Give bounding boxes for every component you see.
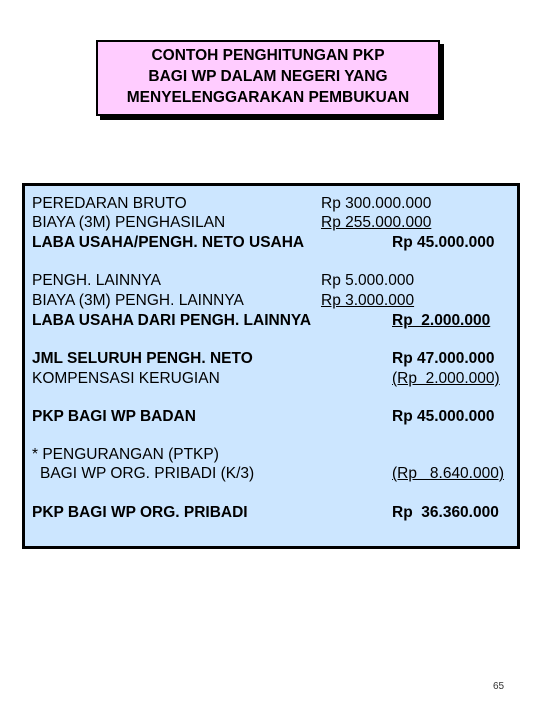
ptkp-label-line-2: BAGI WP ORG. PRIBADI (K/3) bbox=[40, 465, 255, 482]
laba-lainnya-value: Rp 2.000.000 bbox=[392, 312, 491, 329]
biaya-penghasilan-value: Rp 255.000.000 bbox=[321, 214, 432, 231]
jml-seluruh-label: JML SELURUH PENGH. NETO bbox=[32, 350, 253, 367]
pengh-lainnya-label: PENGH. LAINNYA bbox=[32, 272, 161, 289]
laba-lainnya-label: LABA USAHA DARI PENGH. LAINNYA bbox=[32, 312, 312, 329]
biaya-lainnya-label: BIAYA (3M) PENGH. LAINNYA bbox=[32, 292, 244, 309]
ptkp-value: (Rp 8.640.000) bbox=[392, 465, 505, 482]
title-box bbox=[96, 40, 440, 116]
pkp-pribadi-value: Rp 36.360.000 bbox=[392, 504, 499, 521]
title-line-1: CONTOH PENGHITUNGAN PKP bbox=[151, 47, 385, 64]
pkp-badan-label: PKP BAGI WP BADAN bbox=[32, 408, 196, 425]
kompensasi-label: KOMPENSASI KERUGIAN bbox=[32, 370, 220, 387]
peredaran-bruto-value: Rp 300.000.000 bbox=[321, 195, 432, 212]
kompensasi-value: (Rp 2.000.000) bbox=[392, 370, 500, 387]
ptkp-label-line-1: * PENGURANGAN (PTKP) bbox=[32, 446, 219, 463]
laba-usaha-label: LABA USAHA/PENGH. NETO USAHA bbox=[32, 234, 305, 251]
title-line-3: MENYELENGGARAKAN PEMBUKUAN bbox=[126, 89, 410, 106]
pkp-pribadi-label: PKP BAGI WP ORG. PRIBADI bbox=[32, 504, 248, 521]
calculation-box bbox=[22, 183, 520, 549]
title-line-2: BAGI WP DALAM NEGERI YANG bbox=[148, 68, 388, 85]
biaya-penghasilan-label: BIAYA (3M) PENGHASILAN bbox=[32, 214, 226, 231]
laba-usaha-value: Rp 45.000.000 bbox=[392, 234, 495, 251]
pkp-badan-value: Rp 45.000.000 bbox=[392, 408, 495, 425]
jml-seluruh-value: Rp 47.000.000 bbox=[392, 350, 495, 367]
peredaran-bruto-label: PEREDARAN BRUTO bbox=[32, 195, 187, 212]
biaya-lainnya-value: Rp 3.000.000 bbox=[321, 292, 415, 309]
pengh-lainnya-value: Rp 5.000.000 bbox=[321, 272, 415, 289]
page-number: 65 bbox=[493, 681, 505, 692]
